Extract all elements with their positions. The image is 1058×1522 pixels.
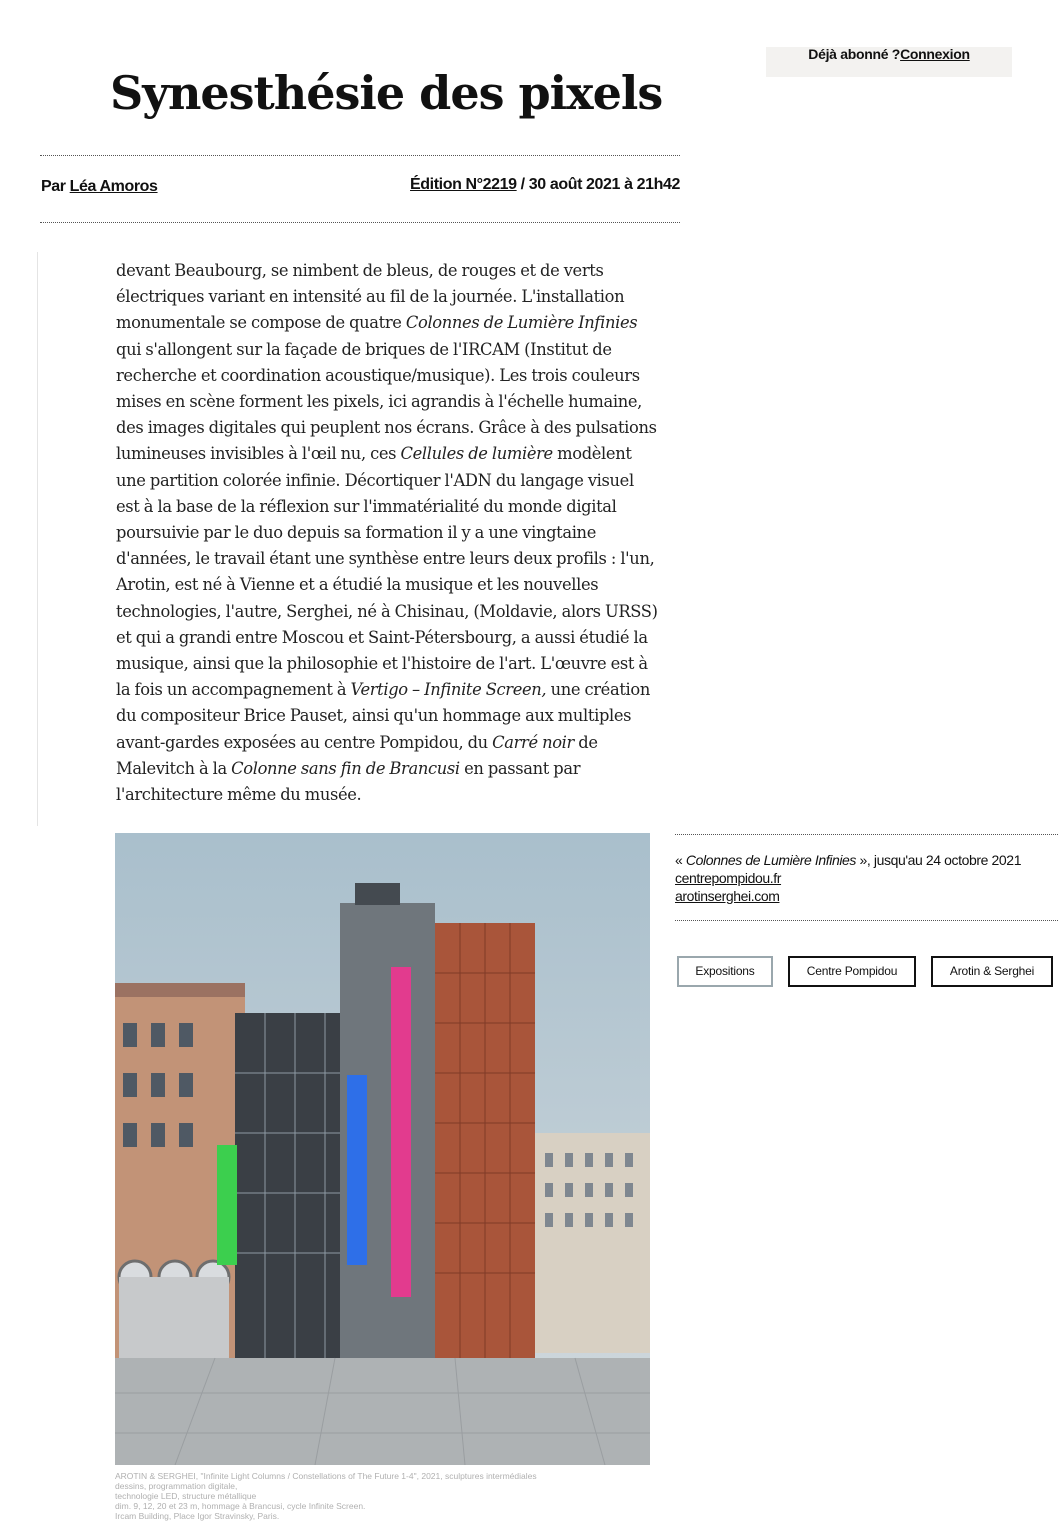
article-body (116, 258, 661, 808)
exhibition-info (675, 851, 1021, 905)
text-segment: modèlent une partition colorée infinie. Décortiquer l'ADN du langage visuel est à la base de la réflexion sur l'immatérialité du monde digital poursuivie par le duo depuis sa formation il y a une vingtaine d'années, le travail étant une synthèse entre leurs deux profils : l'un, Arotin, est né à Vienne et a étudié la musique et les nouvelles technologies, l'autre, Serghei, né à Chisinau, (Moldavie, alors URSS) et qui a grandi entre Moscou et Saint-Pétersbourg, a aussi étudié la musique, ainsi que la philosophie et l'histoire de l'art. L'œuvre est à la fois un accompagnement à (116, 444, 658, 700)
text-segment: devant Beaubourg, se nimbent de bleus, de rouges et de verts électriques variant en intensité au fil de la journée. L'installation monumentale se compose de quatre (116, 261, 625, 333)
login-link[interactable]: Connexion (900, 46, 970, 62)
caption-line: technologie LED, structure métallique (115, 1491, 257, 1501)
text-segment: en passant par l'architecture même du musée. (116, 758, 581, 805)
caption-line: dim. 9, 12, 20 et 23 m, hommage à Brancusi, cycle Infinite Screen. (115, 1501, 366, 1511)
author-link[interactable]: Léa Amoros (69, 178, 158, 195)
arotinserghei-link[interactable]: arotinserghei.com (675, 888, 780, 904)
text-segment: une création du compositeur Brice Pauset, ainsi qu'un hommage aux multiples avant-gardes exposées au centre Pompidou, du (116, 680, 650, 752)
caption-line: Ircam Building, Place Igor Stravinsky, Paris. (115, 1511, 280, 1521)
italic-title: Cellules de lumière (400, 444, 553, 464)
tag-expositions[interactable]: Expositions (677, 956, 773, 987)
photo-caption (115, 1471, 585, 1521)
work-title: Colonnes de Lumière Infinies (685, 852, 857, 868)
tag-arotin-serghei[interactable]: Arotin & Serghei (931, 956, 1053, 987)
text-segment: de Malevitch à la (116, 732, 598, 778)
divider-bottom (40, 222, 680, 223)
subscribed-label: Déjà abonné ? (808, 46, 901, 62)
publish-date: / 30 août 2021 à 21h42 (516, 176, 680, 193)
article-photo (115, 833, 650, 1465)
photo-illustration (115, 833, 650, 1465)
italic-title: Carré noir (492, 732, 574, 752)
byline-prefix: Par (41, 178, 70, 195)
exhibition-dates: « Colonnes de Lumière Infinies », jusqu'au 24 octobre 2021 (675, 852, 1022, 868)
sidebar-divider-bottom (675, 920, 1058, 921)
article-title: Synesthésie des pixels (110, 66, 663, 120)
edition-link[interactable]: Édition N°2219 (410, 176, 517, 193)
caption-line: dessins, programmation digitale, (115, 1481, 238, 1491)
article-border (37, 252, 38, 826)
sidebar-divider-top (675, 834, 1058, 835)
italic-title: Vertigo – Infinite Screen, (350, 680, 547, 700)
caption-line: AROTIN & SERGHEI, "Infinite Light Columns / Constellations of The Future 1-4", 2021, sculptures intermédiales (115, 1471, 537, 1481)
byline (41, 178, 158, 196)
edition-info (410, 176, 680, 194)
divider-top (40, 155, 680, 156)
centrepompidou-link[interactable]: centrepompidou.fr (675, 870, 782, 886)
login-box (766, 47, 1012, 77)
text-segment: qui s'allongent sur la façade de briques de l'IRCAM (Institut de recherche et coordination acoustique/musique). Les trois couleurs mises en scène forment les pixels, ici agrandis à l'échelle humaine, des images digitales qui peuplent nos écrans. Grâce à des pulsations lumineuses invisibles à l'œil nu, ces (116, 339, 657, 464)
tag-centre-pompidou[interactable]: Centre Pompidou (788, 956, 916, 987)
italic-title: Colonne sans fin de Brancusi (231, 758, 460, 778)
italic-title: Colonnes de Lumière Infinies (405, 313, 638, 333)
